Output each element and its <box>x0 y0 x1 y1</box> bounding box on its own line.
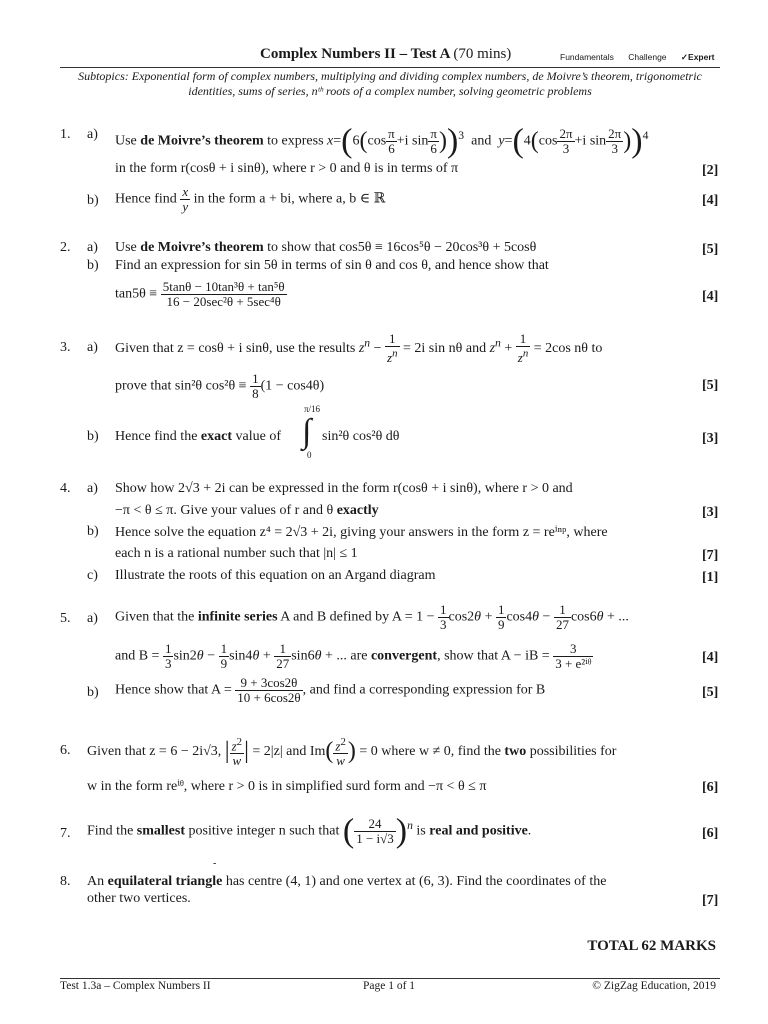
q2b-identity: tan5θ ≡ $\frac{\text{5tanθ − 10tan³θ + tan⁵θ}}{\text{16 − 20sec²θ + 5sec⁴θ}}$ <box>115 279 285 309</box>
test-title: Complex Numbers II – Test A (70 mins) <box>260 46 512 62</box>
q5a-label: a) <box>87 611 98 626</box>
q2a-label: a) <box>87 240 98 255</box>
q4b-line1: Hence solve the equation z⁴ = 2√3 + 2i, giving your answers in the form z = reⁱⁿᵖ, where <box>115 525 608 540</box>
q2b-mark: [4] <box>702 289 719 304</box>
q5a-line2: and B = $\frac{1}{3}$ sin2θ − $\frac{1}{9}$ sin4θ + $\frac{1}{27}$ sin6θ + ... are convergent, show that A − iB = $\frac{3}{\text{3 + e²ⁱᶿ}}$ <box>115 641 592 671</box>
q4a-line1: Show how 2√3 + 2i can be expressed in the form r(cosθ + i sinθ), where r > 0 and <box>115 481 573 496</box>
q7-text: Find the smallest positive integer n such that ( $\frac{24}{1 - i√3}$ )$^n$ is real and positive. <box>87 812 532 850</box>
q5b-label: b) <box>87 685 99 700</box>
q4a-label: a) <box>87 481 98 496</box>
q5b-text: Hence show that A = $\frac{9 + 3\cos 2\theta}{10 + 6\cos 2\theta}$ , and find a corresponding expression for B <box>115 675 546 705</box>
q1a-line2: in the form r(cosθ + i sinθ), where r > 0 and θ is in terms of π <box>115 161 459 176</box>
q2b-text: Find an expression for sin 5θ in terms of sin θ and cos θ, and hence show that <box>115 258 549 273</box>
q1a-label: a) <box>87 127 98 142</box>
q4c-mark: [1] <box>702 570 719 585</box>
difficulty-levels <box>560 52 726 63</box>
q4b-mark: [7] <box>702 548 719 563</box>
q4b-label: b) <box>87 524 99 539</box>
q4a-line2: −π < θ ≤ π. Give your values of r and θ exactly <box>115 503 379 518</box>
q3a-prove: prove that sin²θ cos²θ ≡ $\frac{1}{8}$ (1 − cos4θ) <box>115 371 325 401</box>
q3b-upper-limit: π/16 <box>304 404 321 414</box>
footer-test-name: Test 1.3a – Complex Numbers II <box>60 980 211 992</box>
q3b-label: b) <box>87 429 99 444</box>
q3b-integrand: sin²θ cos²θ dθ <box>322 429 400 444</box>
q2-number: 2. <box>60 240 71 255</box>
q2a-text: Use de Moivre’s theorem to show that cos5θ ≡ 16cos⁵θ − 20cos³θ + 5cosθ <box>115 240 537 255</box>
q4a-mark: [3] <box>702 505 719 520</box>
q1b-text: Hence find $\frac{x}{y}$ in the form a + bi, where a, b ∈ ℝ <box>115 184 386 214</box>
q3b-mark: [3] <box>702 431 719 446</box>
q1b-label: b) <box>87 193 99 208</box>
q2a-mark: [5] <box>702 242 719 257</box>
q4c-text: Illustrate the roots of this equation on an Argand diagram <box>115 568 436 583</box>
subtopics: Subtopics: Exponential form of complex numbers, multiplying and dividing complex numbers, de Moivre’s theorem, trigonometric identities, sums of series, nᵗʰ roots of a complex number, solving geometric problems <box>78 69 702 98</box>
q6-number: 6. <box>60 743 71 758</box>
q8-mark: [7] <box>702 893 719 908</box>
level-challenge: Challenge <box>628 52 667 62</box>
q3a-mark: [5] <box>702 378 719 393</box>
level-fundamentals: Fundamentals <box>560 52 614 62</box>
q4b-line2: each n is a rational number such that |n| ≤ 1 <box>115 546 358 561</box>
q5a-line1: Given that the infinite series A and B defined by A = 1 − $\frac{1}{3}$ cos2θ + $\frac{1}{9}$ cos4θ − $\frac{1}{27}$ cos6θ + ... <box>115 602 629 632</box>
q6-line2: w in the form reⁱᶿ, where r > 0 is in simplified surd form and −π < θ ≤ π <box>87 779 487 794</box>
footer-rule <box>60 978 720 979</box>
q5b-mark: [5] <box>702 685 719 700</box>
header-rule <box>60 67 720 68</box>
q2b-label: b) <box>87 258 99 273</box>
total-marks: TOTAL 62 MARKS <box>587 938 716 954</box>
q5a-mark: [4] <box>702 650 719 665</box>
footer-page-number: Page 1 of 1 <box>363 980 416 992</box>
q4-number: 4. <box>60 481 71 496</box>
q3-number: 3. <box>60 340 71 355</box>
q1a-mark: [2] <box>702 163 719 178</box>
q3b-lower-limit: 0 <box>307 450 312 460</box>
q7-mark: [6] <box>702 826 719 841</box>
q8-number: 8. <box>60 874 71 889</box>
q3a-label: a) <box>87 340 98 355</box>
q3b-integral-sign: ∫ <box>302 413 312 450</box>
q3b-text: Hence find the exact value of <box>115 429 281 444</box>
q8-line2: other two vertices. <box>87 891 191 906</box>
stray-mark: - <box>213 858 217 869</box>
q6-line1: Given that z = 6 − 2i√3, | $\frac{z^2}{w}$ | = 2|z| and Im( $\frac{z^2}{w}$ ) = 0 where w ≠ 0, find the two possibilities for <box>87 736 617 769</box>
q4c-label: c) <box>87 568 98 583</box>
level-expert: ✓Expert <box>680 52 715 62</box>
q5-number: 5. <box>60 611 71 626</box>
footer-copyright: © ZigZag Education, 2019 <box>592 980 716 992</box>
q7-number: 7. <box>60 826 71 841</box>
q1a-text: Use de Moivre’s theorem to express x=(6(cos $\frac{\pi}{6}$ +i sin $\frac{\pi}{6}$ ))$^3$ and y=(4(cos $\frac{2\pi}{3}$ +i sin $\frac{2\pi}{3}$ ))$^4$ <box>115 122 649 160</box>
q1-number: 1. <box>60 127 71 142</box>
q1b-mark: [4] <box>702 193 719 208</box>
q6-mark: [6] <box>702 780 719 795</box>
q3a-text: Given that z = cosθ + i sinθ, use the results $z^n$ − $\frac{1}{z^n}$ = 2i sin nθ and $z^n$ + $\frac{1}{z^n}$ = 2cos nθ to <box>115 331 603 366</box>
q8-line1: An equilateral triangle has centre (4, 1) and one vertex at (6, 3). Find the coordinates of the <box>87 874 607 889</box>
